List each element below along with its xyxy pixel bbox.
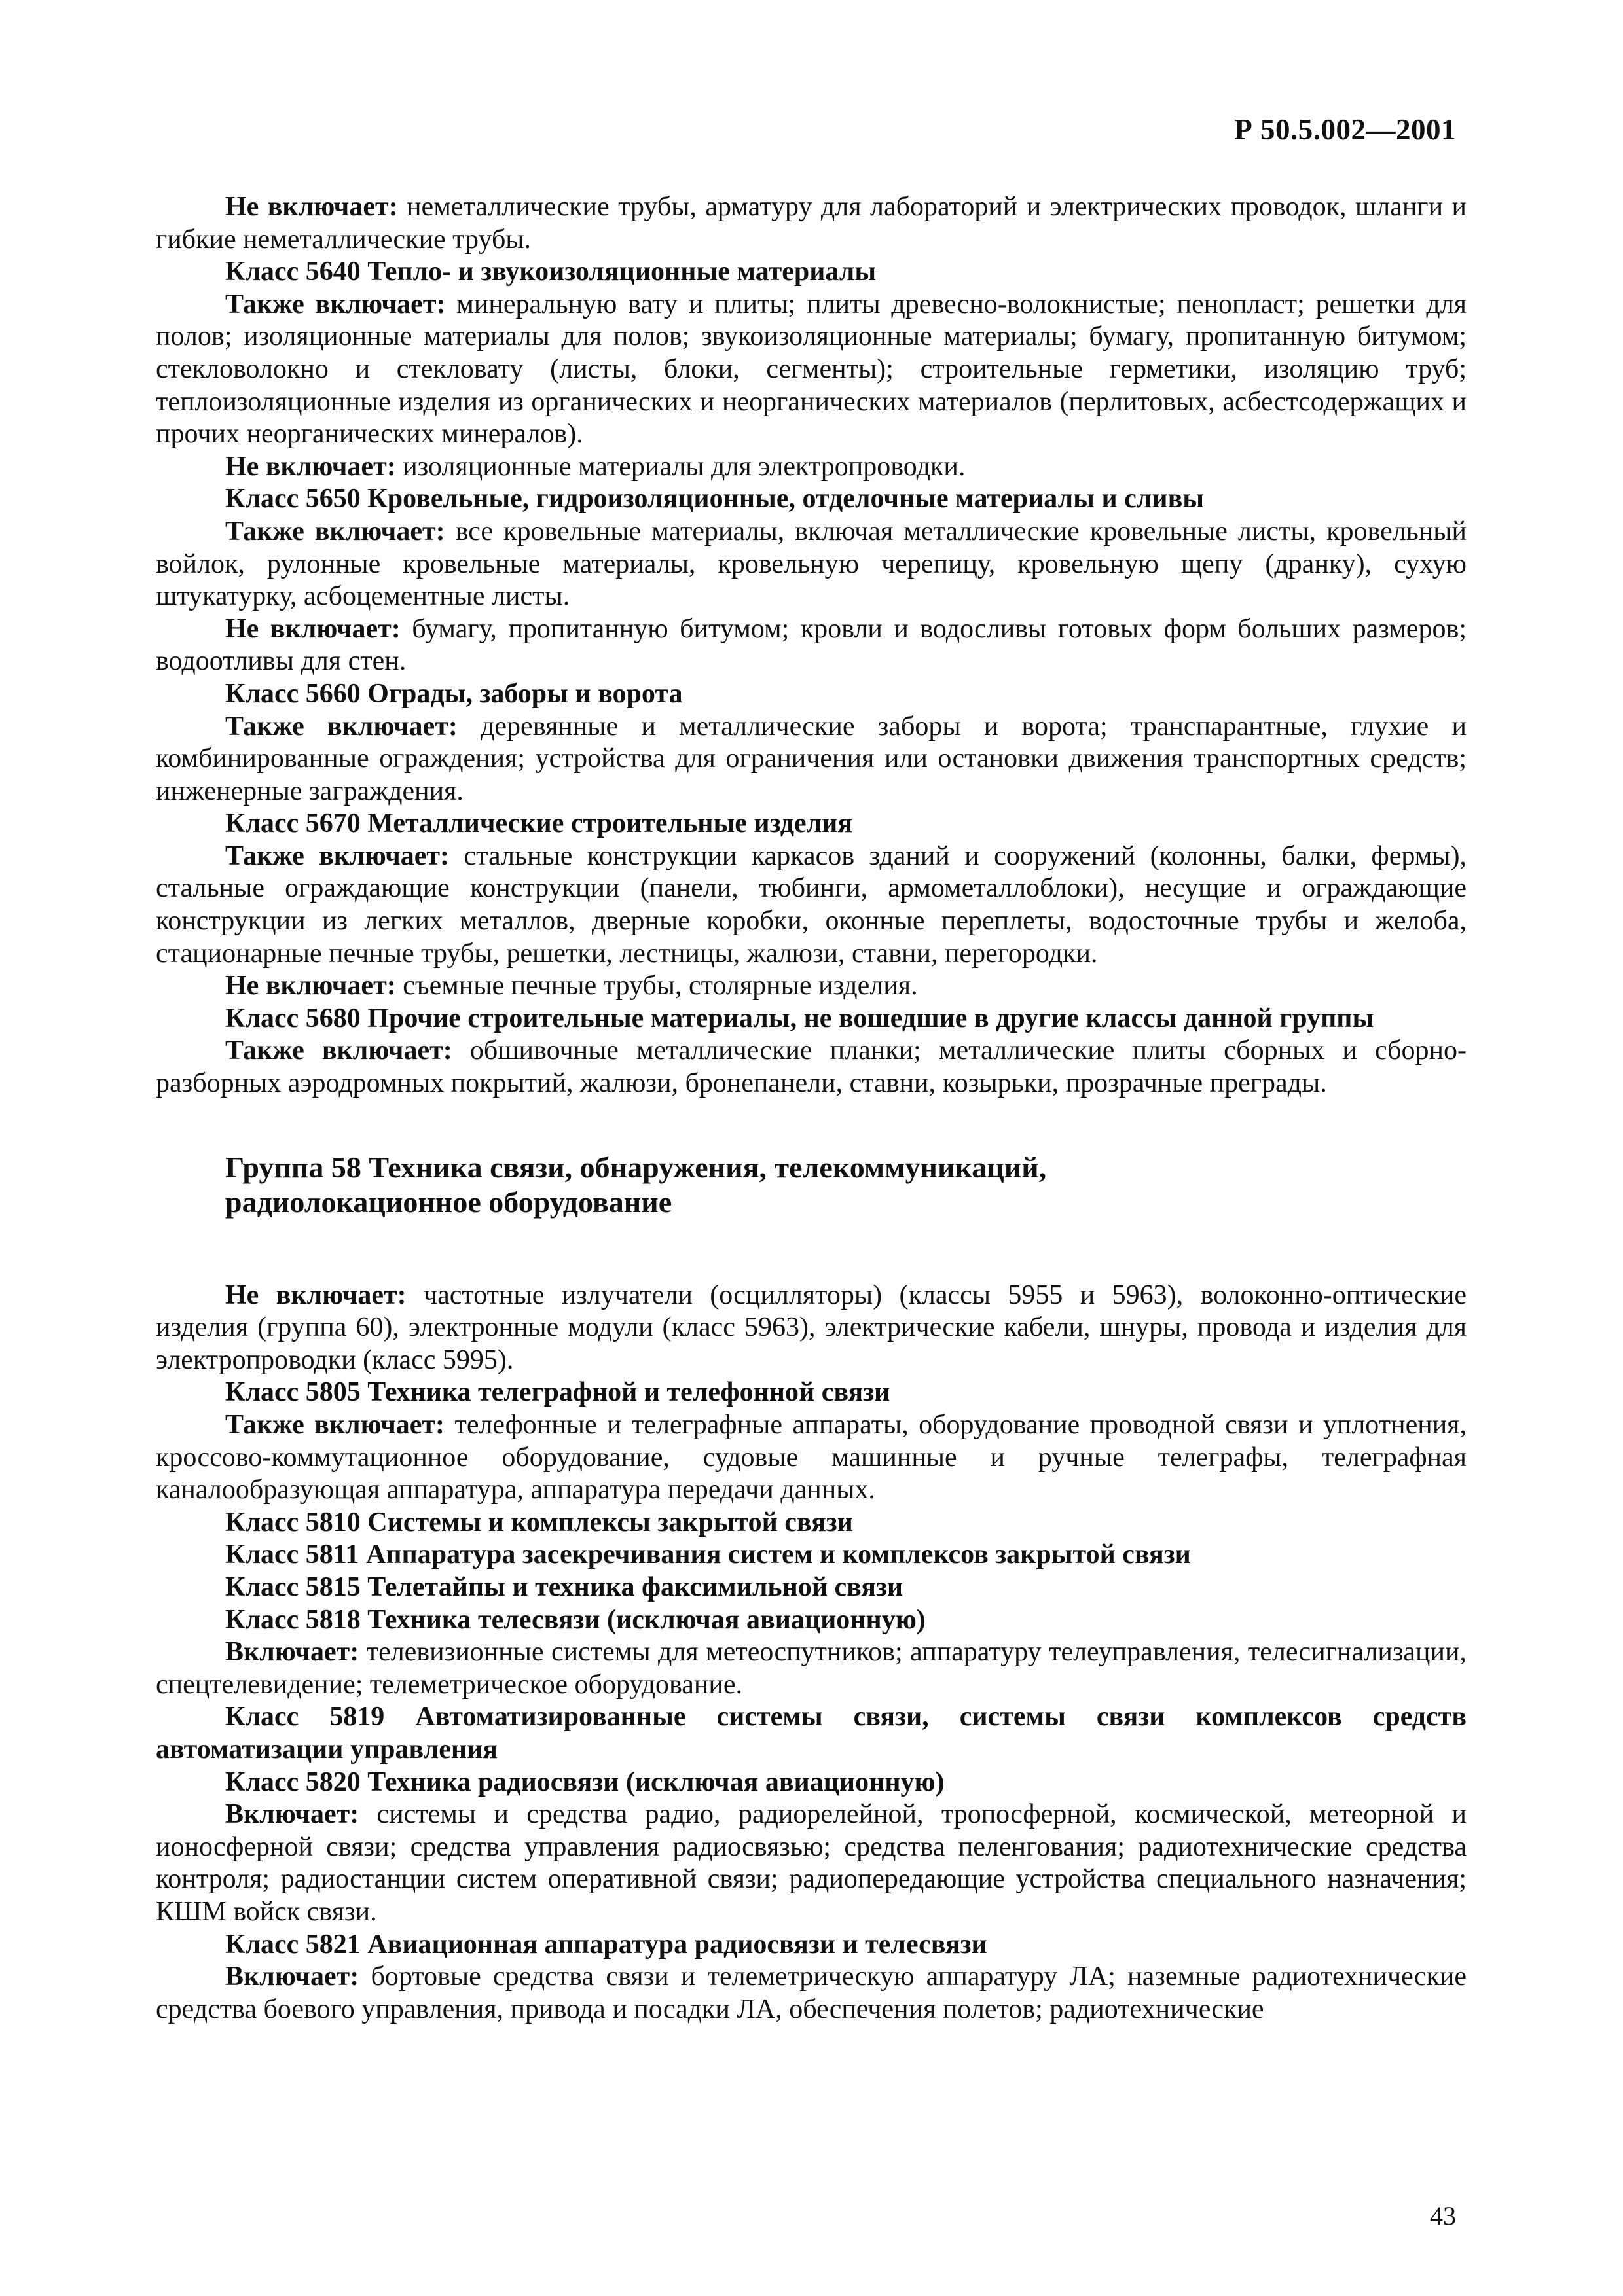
document-code: Р 50.5.002—2001 (1234, 113, 1456, 146)
paragraph-label: Также включает: (225, 1410, 445, 1440)
paragraph-text: изоляционные материалы для электропроводки. (395, 451, 966, 482)
paragraph-text: деревянные и металлические заборы и ворота; транспарантные, глухие и комбинированные ограждения; устройства для ограничения или остановки движения транспортных средств; инженерные заграждения. (156, 711, 1467, 806)
class-heading: Класс 5820 Техника радиосвязи (исключая авиационную) (225, 1767, 945, 1797)
class-heading: Класс 5821 Авиационная аппаратура радиосвязи и телесвязи (225, 1929, 987, 1960)
paragraph-label: Также включает: (225, 516, 445, 547)
paragraph-label: Не включает: (225, 613, 401, 644)
paragraph-text: системы и средства радио, радиорелейной, тропосферной, космической, метеорной и ионосферной связи; средства управления радиосвязью; средства пеленгования; радиотехнические средства контроля; радиостанции систем оперативной связи; радиопередающие устройства специального назначения; КШМ войск связи. (156, 1799, 1467, 1927)
class-heading: Класс 5815 Телетайпы и техника факсимильной связи (225, 1571, 903, 1602)
paragraph-label: Также включает: (225, 711, 458, 742)
paragraph-text: частотные излучатели (осцилляторы) (классы 5955 и 5963), волоконно-оптические изделия (группа 60), электронные модули (класс 5963), электрические кабели, шнуры, провода и изделия для электропроводки (класс 5995). (156, 1280, 1467, 1375)
paragraph-label: Также включает: (225, 1035, 452, 1066)
group-heading: Группа 58 Техника связи, обнаружения, телекоммуникаций, радиолокационное оборудование (225, 1150, 1047, 1219)
class-heading: Класс 5660 Ограды, заборы и ворота (225, 678, 683, 709)
paragraph-text: стальные конструкции каркасов зданий и сооружений (колонны, балки, фермы), стальные ограждающие конструкции (панели, тюбинги, армометаллоблоки), несущие и ограждающие конструкции из легких металлов, дверные коробки, оконные переплеты, водосточные трубы и желоба, стационарные печные трубы, решетки, лестницы, жалюзи, ставни, перегородки. (156, 840, 1467, 969)
paragraph-text: все кровельные материалы, включая металлические кровельные листы, кровельный войлок, рулонные кровельные материалы, кровельную черепицу, кровельную щепу (дранку), сухую штукатурку, асбоцементные листы. (156, 516, 1467, 612)
paragraph-text: минеральную вату и плиты; плиты древесно-волокнистые; пенопласт; решетки для полов; изоляционные материалы для полов; звукоизоляционные материалы; бумагу, пропитанную битумом; стекловолокно и стекловату (листы, блоки, сегменты); строительные герметики, изоляцию труб; теплоизоляционные изделия из органических и неорганических материалов (перлитовых, асбестсодержащих и прочих неорганических минералов). (156, 289, 1467, 450)
paragraph (156, 1280, 1467, 1377)
paragraph (156, 1409, 1467, 1507)
class-heading: Класс 5818 Техника телесвязи (исключая авиационную) (225, 1604, 926, 1635)
paragraph (156, 1961, 1467, 2026)
class-heading: Класс 5811 Аппаратура засекречивания систем и комплексов закрытой связи (225, 1539, 1191, 1570)
paragraph (156, 1035, 1467, 1100)
document-body (156, 191, 1467, 2026)
paragraph (156, 711, 1467, 808)
paragraph-label: Также включает: (225, 840, 450, 871)
page-number: 43 (1430, 2201, 1456, 2231)
class-heading: Класс 5650 Кровельные, гидроизоляционные, отделочные материалы и сливы (225, 484, 1205, 514)
paragraph-label: Не включает: (225, 451, 396, 482)
paragraph-label: Включает: (225, 1962, 359, 1992)
paragraph-text: телевизионные системы для метеоспутников; аппаратуру телеуправления, телесигнализации, спецтелевидение; телеметрическое оборудование. (156, 1637, 1467, 1700)
paragraph-label: Также включает: (225, 289, 446, 319)
paragraph (156, 840, 1467, 970)
paragraph-text: телефонные и телеграфные аппараты, оборудование проводной связи и уплотнения, кроссово-коммутационное оборудование, судовые машинные и ручные телеграфы, телеграфная каналообразующая аппаратура, аппаратура передачи данных. (156, 1410, 1467, 1505)
class-heading: Класс 5680 Прочие строительные материалы, не вошедшие в другие классы данной группы (225, 1003, 1374, 1033)
paragraph-text: съемные печные трубы, столярные изделия. (395, 971, 918, 1001)
class-heading: Класс 5819 Автоматизированные системы связи, системы связи комплексов средств автоматизации управления (156, 1702, 1467, 1765)
paragraph (156, 516, 1467, 613)
paragraph-label: Не включает: (225, 1280, 407, 1310)
paragraph (156, 451, 1467, 484)
paragraph (156, 1799, 1467, 1928)
paragraph-text: обшивочные металлические планки; металлические плиты сборных и сборно-разборных аэродромных покрытий, жалюзи, бронепанели, ставни, козырьки, прозрачные преграды. (156, 1035, 1467, 1099)
paragraph-text: неметаллические трубы, арматуру для лабораторий и электрических проводок, шланги и гибкие неметаллические трубы. (156, 192, 1467, 255)
paragraph-label: Включает: (225, 1799, 359, 1830)
paragraph (156, 970, 1467, 1003)
paragraph-label: Не включает: (225, 192, 398, 222)
class-heading: Класс 5670 Металлические строительные изделия (225, 808, 853, 839)
paragraph (156, 289, 1467, 451)
class-heading: Класс 5640 Тепло- и звукоизоляционные материалы (225, 257, 877, 287)
paragraph-label: Включает: (225, 1637, 359, 1668)
paragraph-text: бортовые средства связи и телеметрическую аппаратуру ЛА; наземные радиотехнические средства боевого управления, привода и посадки ЛА, обеспечения полетов; радиотехнические (156, 1962, 1467, 2024)
class-heading: Класс 5810 Системы и комплексы закрытой связи (225, 1507, 853, 1537)
paragraph (156, 191, 1467, 256)
paragraph (156, 1636, 1467, 1701)
class-heading: Класс 5805 Техника телеграфной и телефонной связи (225, 1377, 890, 1408)
paragraph (156, 613, 1467, 678)
paragraph-text: бумагу, пропитанную битумом; кровли и водосливы готовых форм больших размеров; водоотливы для стен. (156, 613, 1467, 677)
paragraph-label: Не включает: (225, 971, 396, 1001)
